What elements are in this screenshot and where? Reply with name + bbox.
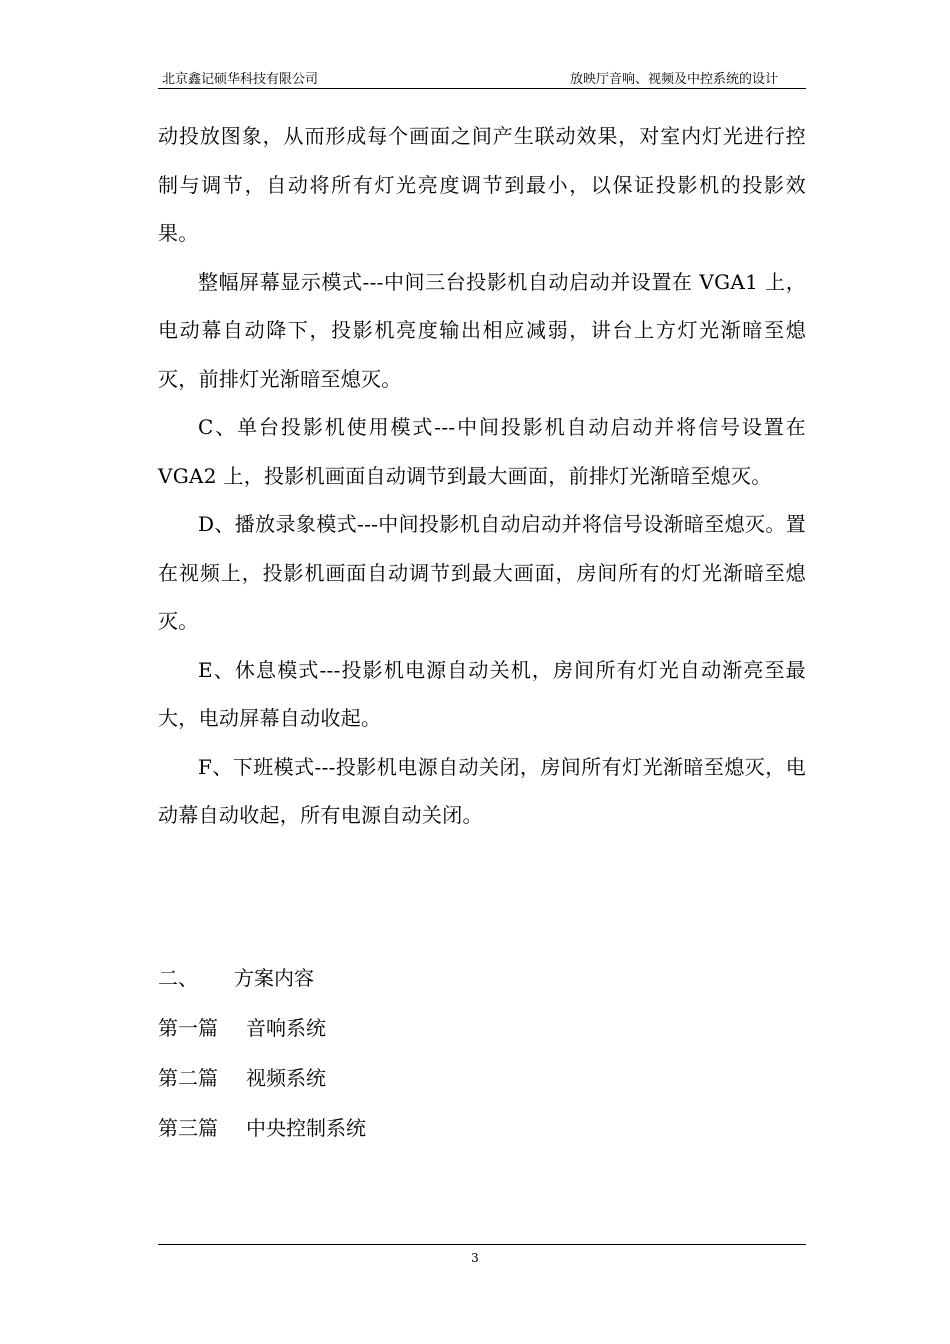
scheme-contents-section — [158, 953, 806, 1153]
section-heading — [158, 953, 806, 1003]
paragraph-rest-mode: E、休息模式---投影机电源自动关机，房间所有灯光自动渐亮至最大，电动屏幕自动收起。 — [158, 657, 806, 730]
section-heading-number: 二、 — [158, 966, 198, 990]
body-text — [158, 112, 806, 840]
contents-item-title: 中央控制系统 — [246, 1116, 366, 1140]
section-heading-title: 方案内容 — [234, 966, 314, 990]
footer-rule — [158, 1244, 806, 1245]
contents-item — [158, 1003, 806, 1053]
paragraph-off-duty-mode: F、下班模式---投影机电源自动关闭，房间所有灯光渐暗至熄灭，电动幕自动收起，所有电源自动关闭。 — [158, 754, 806, 827]
paragraph-single-projector-mode: C、单台投影机使用模式---中间投影机自动启动并将信号设置在 VGA2 上，投影机画面自动调节到最大画面，前排灯光渐暗至熄灭。 — [158, 415, 806, 488]
contents-item-title: 音响系统 — [246, 1016, 326, 1040]
contents-item-title: 视频系统 — [246, 1066, 326, 1090]
paragraph-continued: 动投放图象，从而形成每个画面之间产生联动效果，对室内灯光进行控制与调节，自动将所有灯光亮度调节到最小，以保证投影机的投影效果。 — [158, 124, 806, 245]
page-number: 3 — [471, 1251, 479, 1265]
contents-item — [158, 1103, 806, 1153]
contents-item-number: 第三篇 — [158, 1116, 218, 1140]
contents-item — [158, 1053, 806, 1103]
paragraph-video-playback-mode: D、播放录象模式---中间投影机自动启动并将信号设渐暗至熄灭。置在视频上，投影机画面自动调节到最大画面，房间所有的灯光渐暗至熄灭。 — [158, 512, 806, 633]
paragraph-fullscreen-mode: 整幅屏幕显示模式---中间三台投影机自动启动并设置在 VGA1 上，电动幕自动降下，投影机亮度输出相应减弱，讲台上方灯光渐暗至熄灭，前排灯光渐暗至熄灭。 — [158, 269, 806, 391]
header-company: 北京鑫记硕华科技有限公司 — [162, 72, 319, 87]
header-document-title: 放映厅音响、视频及中控系统的设计 — [569, 72, 778, 87]
contents-item-number: 第二篇 — [158, 1066, 218, 1090]
page-header — [158, 66, 806, 89]
contents-item-number: 第一篇 — [158, 1016, 218, 1040]
